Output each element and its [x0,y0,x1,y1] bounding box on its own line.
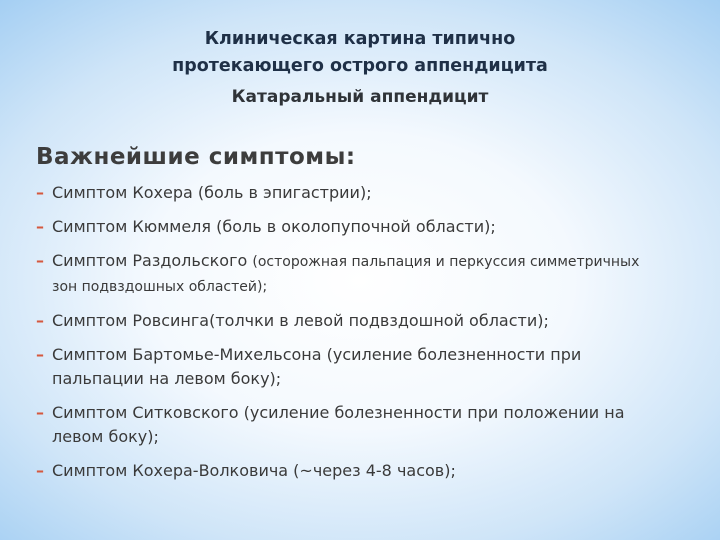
symptom-item [36,181,646,205]
symptom-text: Симптом Кохера-Волковича (~через 4-8 часов); [52,461,456,480]
bullet-dash-icon: – [36,217,44,236]
bullet-dash-icon: – [36,345,44,364]
title-line-1: Клиническая картина типично [204,29,516,49]
bullet-dash-icon: – [36,311,44,330]
symptom-text: Симптом Ситковского (усиление болезненности при положении на левом боку); [52,403,625,446]
symptom-item [36,309,646,333]
symptom-item [36,401,646,449]
symptom-text: Симптом Ровсинга(толчки в левой подвздошной области); [52,311,549,330]
symptom-item [36,459,646,483]
symptom-item [36,249,646,299]
symptom-item [36,215,646,239]
title-line-2: протекающего острого аппендицита [172,56,548,76]
symptom-text: Симптом Кюммеля (боль в околопупочной области); [52,217,496,236]
bullet-dash-icon: – [36,183,44,202]
symptom-item [36,343,646,391]
symptom-text: Симптом Бартомье-Михельсона (усиление болезненности при пальпации на левом боку); [52,345,582,388]
symptoms-heading: Важнейшие симптомы: [36,144,356,170]
symptom-list [36,181,646,493]
symptom-note: (осторожная пальпация и перкуссия симметричных зон подвздошных областей); [52,254,640,295]
bullet-dash-icon: – [36,251,44,270]
symptom-text: Симптом Раздольского [52,251,253,270]
bullet-dash-icon: – [36,403,44,422]
slide-subtitle: Катаральный аппендицит [231,87,489,107]
slide-title [0,26,720,80]
symptom-text: Симптом Кохера (боль в эпигастрии); [52,183,372,202]
bullet-dash-icon: – [36,461,44,480]
